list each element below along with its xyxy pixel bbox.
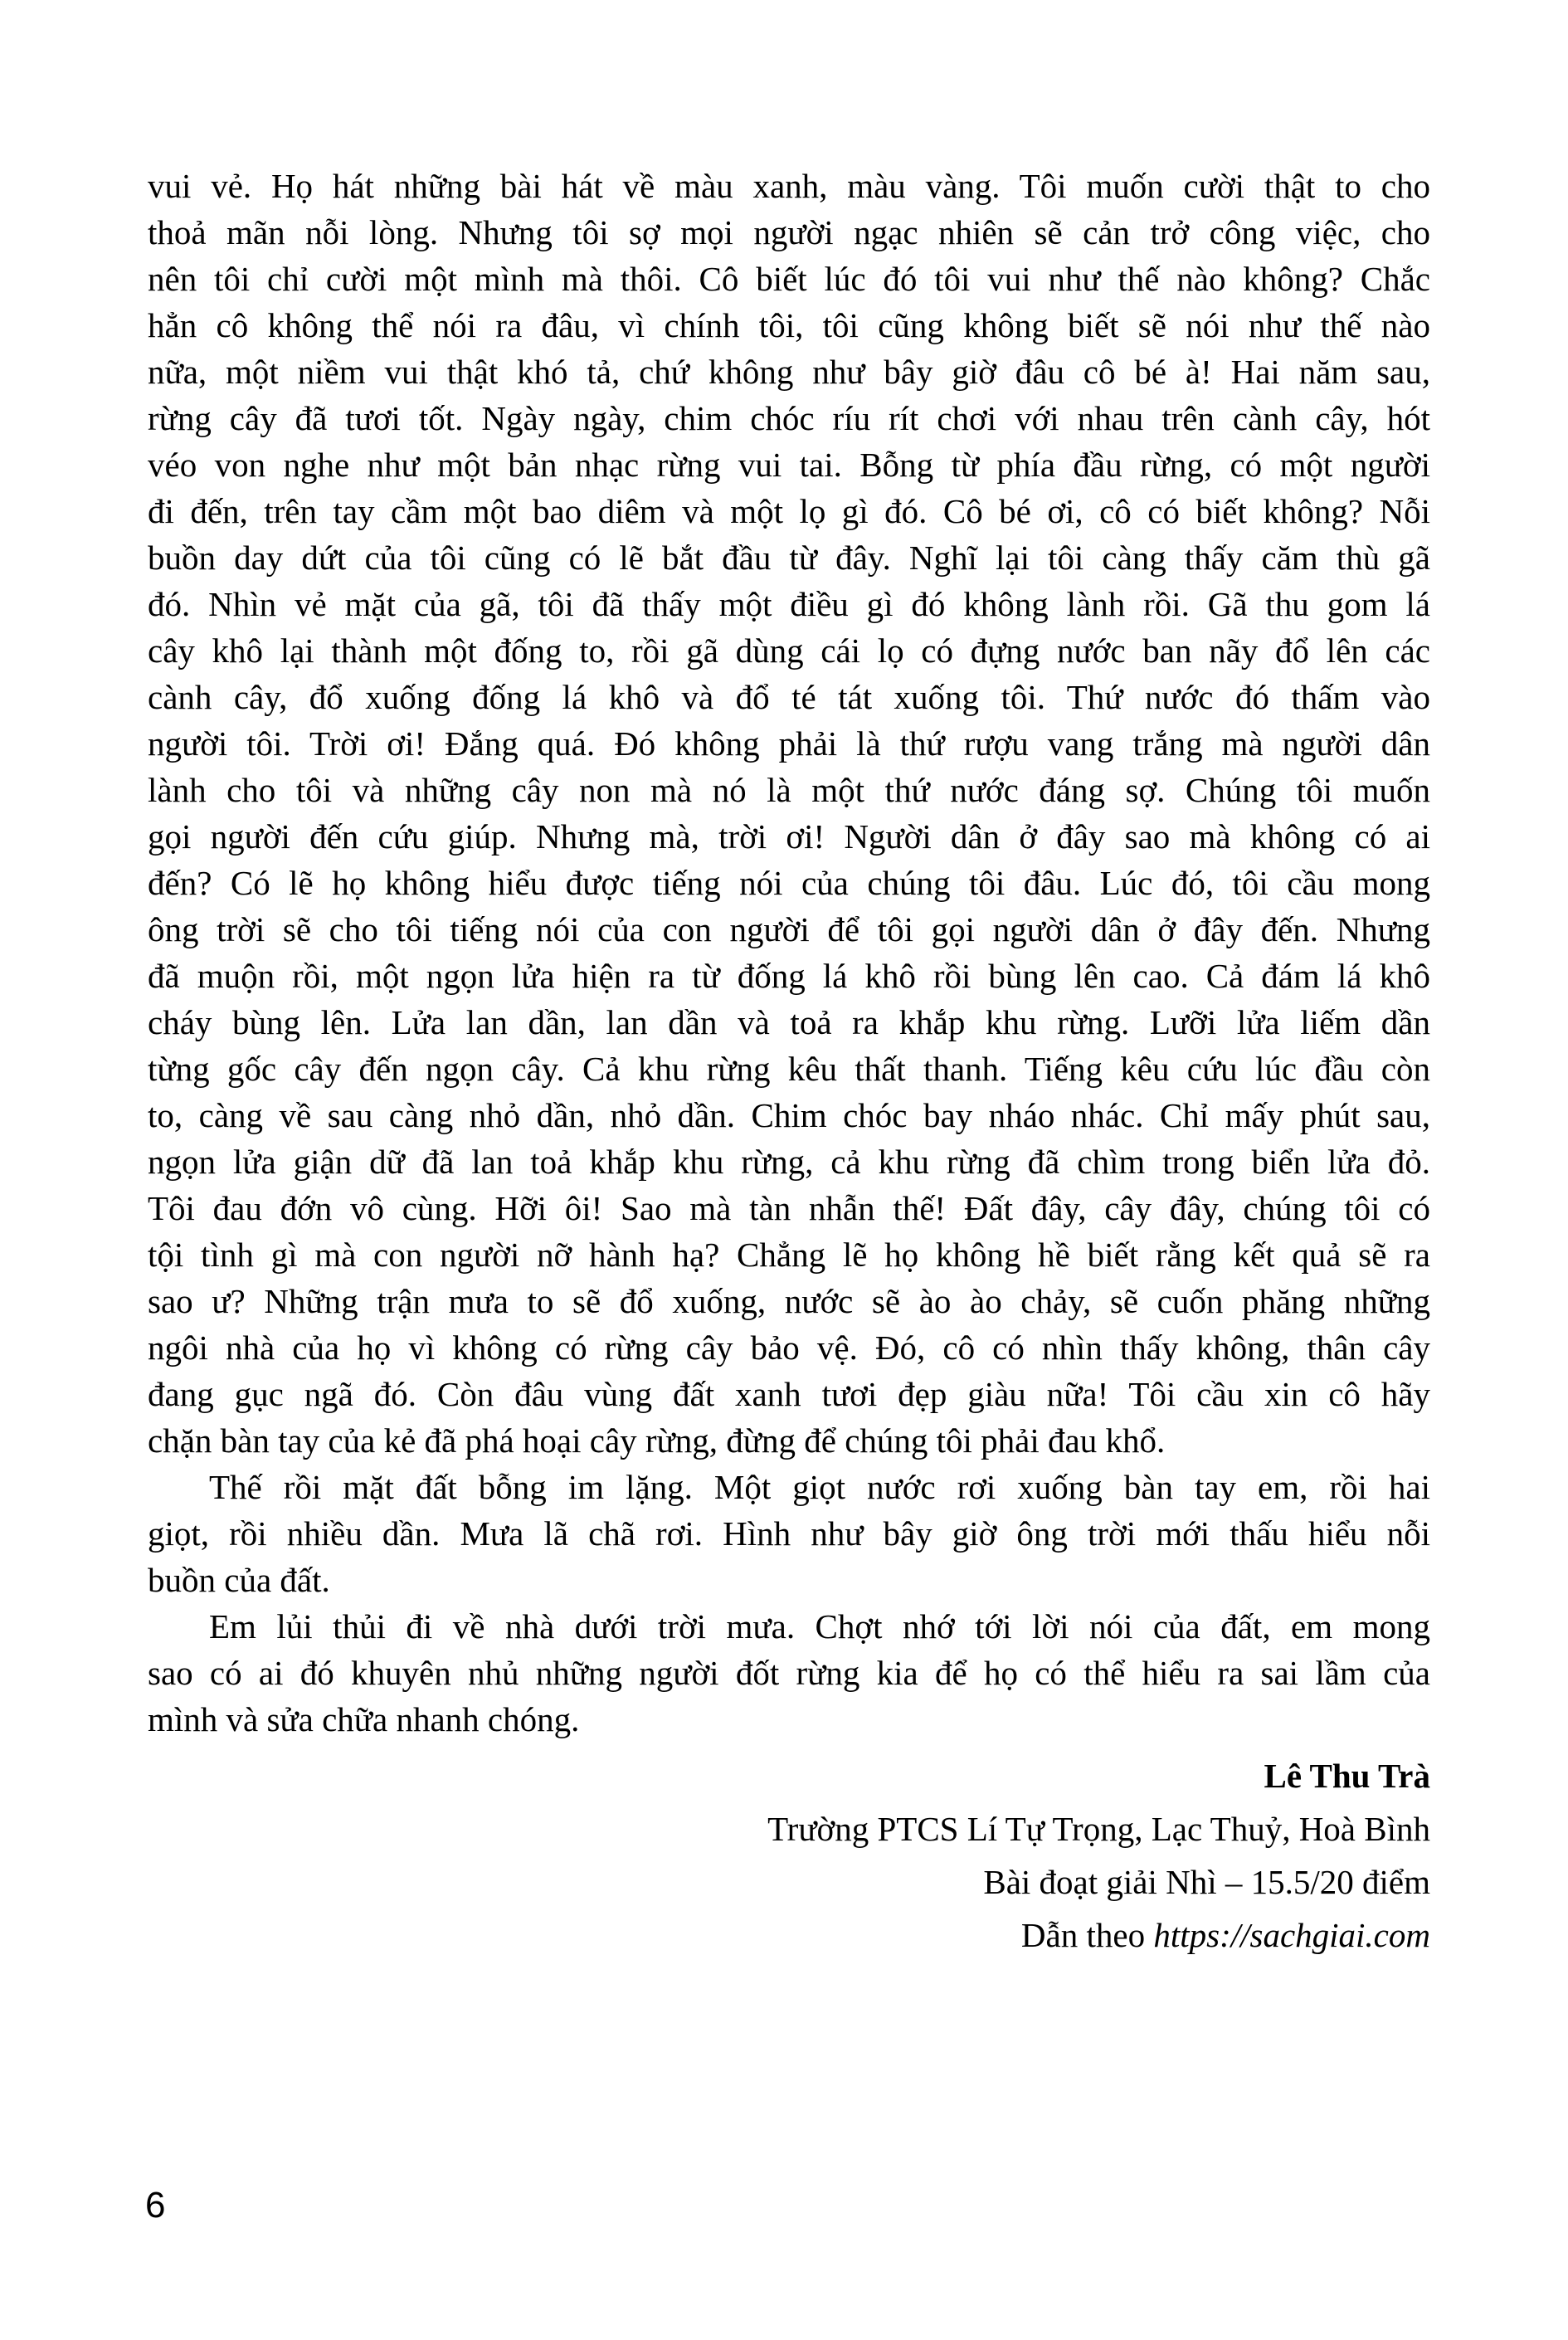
text-line: đang gục ngã đó. Còn đâu vùng đất xanh tươi đẹp giàu nữa! Tôi cầu xin cô hãy: [148, 1375, 1430, 1413]
text-line: cháy bùng lên. Lửa lan dần, lan dần và toả ra khắp khu rừng. Lưỡi lửa liếm dần: [148, 1003, 1430, 1041]
text-line: nên tôi chỉ cười một mình mà thôi. Cô biết lúc đó tôi vui như thế nào không? Chắc: [148, 260, 1430, 298]
text-line: đã muộn rồi, một ngọn lửa hiện ra từ đống lá khô rồi bùng lên cao. Cả đám lá khô: [148, 957, 1430, 995]
text-line: tội tình gì mà con người nỡ hành hạ? Chẳng lẽ họ không hề biết rằng kết quả sẽ ra: [148, 1236, 1430, 1274]
text-line: nữa, một niềm vui thật khó tả, chứ không như bây giờ đâu cô bé à! Hai năm sau,: [148, 353, 1430, 391]
source-note: [148, 1909, 1430, 1962]
text-line: mình và sửa chữa nhanh chóng.: [148, 1700, 580, 1738]
text-line: to, càng về sau càng nhỏ dần, nhỏ dần. Chim chóc bay nháo nhác. Chỉ mấy phút sau,: [148, 1096, 1430, 1134]
text-line: vui vẻ. Họ hát những bài hát về màu xanh, màu vàng. Tôi muốn cười thật to cho: [148, 167, 1430, 205]
text-line: chặn bàn tay của kẻ đã phá hoại cây rừng, đừng để chúng tôi phải đau khổ.: [148, 1421, 1166, 1460]
author-school: Trường PTCS Lí Tự Trọng, Lạc Thuỷ, Hoà Bình: [767, 1810, 1430, 1848]
text-line: hẳn cô không thể nói ra đâu, vì chính tôi, tôi cũng không biết sẽ nói như thế nào: [148, 306, 1430, 344]
text-line: ông trời sẽ cho tôi tiếng nói của con người để tôi gọi người dân ở đây đến. Nhưng: [148, 910, 1430, 948]
text-line: buồn của đất.: [148, 1561, 330, 1599]
source-url: https://sachgiai.com: [1153, 1916, 1430, 1954]
award-note: Bài đoạt giải Nhì – 15.5/20 điểm: [983, 1863, 1430, 1901]
text-line: giọt, rồi nhiều dần. Mưa lã chã rơi. Hình như bây giờ ông trời mới thấu hiểu nỗi: [148, 1514, 1430, 1553]
text-line: từng gốc cây đến ngọn cây. Cả khu rừng kêu thất thanh. Tiếng kêu cứu lúc đầu còn: [148, 1050, 1430, 1088]
text-line: ngôi nhà của họ vì không có rừng cây bảo vệ. Đó, cô có nhìn thấy không, thân cây: [148, 1328, 1430, 1367]
essay-body: [148, 163, 1430, 1962]
text-line: đi đến, trên tay cầm một bao diêm và một lọ gì đó. Cô bé ơi, cô có biết không? Nỗi: [148, 492, 1430, 530]
text-line: Em lủi thủi đi về nhà dưới trời mưa. Chợt nhớ tới lời nói của đất, em mong: [209, 1607, 1430, 1645]
text-line: Tôi đau đớn vô cùng. Hỡi ôi! Sao mà tàn nhẫn thế! Đất đây, cây đây, chúng tôi có: [148, 1189, 1430, 1227]
text-line: thoả mãn nỗi lòng. Nhưng tôi sợ mọi người ngạc nhiên sẽ cản trở công việc, cho: [148, 213, 1430, 251]
text-line: gọi người đến cứu giúp. Nhưng mà, trời ơi! Người dân ở đây sao mà không có ai: [148, 817, 1430, 856]
text-line: sao ư? Những trận mưa to sẽ đổ xuống, nước sẽ ào ào chảy, sẽ cuốn phăng những: [148, 1282, 1430, 1320]
source-prefix: Dẫn theo: [1020, 1916, 1154, 1954]
text-line: người tôi. Trời ơi! Đắng quá. Đó không phải là thứ rượu vang trắng mà người dân: [148, 724, 1430, 763]
page-number: 6: [145, 2185, 166, 2225]
text-line: buồn day dứt của tôi cũng có lẽ bắt đầu từ đây. Nghĩ lại tôi càng thấy căm thù gã: [148, 539, 1430, 577]
text-line: ngọn lửa giận dữ đã lan toả khắp khu rừng, cả khu rừng đã chìm trong biển lửa đỏ.: [148, 1143, 1430, 1181]
text-line: véo von nghe như một bản nhạc rừng vui tai. Bỗng từ phía đầu rừng, có một người: [148, 446, 1430, 484]
text-line: cây khô lại thành một đống to, rồi gã dùng cái lọ có đựng nước ban nãy đổ lên các: [148, 631, 1430, 670]
text-line: cành cây, đổ xuống đống lá khô và đổ té tát xuống tôi. Thứ nước đó thấm vào: [148, 678, 1430, 716]
text-line: đó. Nhìn vẻ mặt của gã, tôi đã thấy một điều gì đó không lành rồi. Gã thu gom lá: [148, 585, 1430, 623]
text-line: rừng cây đã tươi tốt. Ngày ngày, chim chóc ríu rít chơi với nhau trên cành cây, hót: [148, 399, 1430, 437]
text-line: sao có ai đó khuyên nhủ những người đốt rừng kia để họ có thể hiểu ra sai lầm của: [148, 1654, 1430, 1692]
text-line: đến? Có lẽ họ không hiểu được tiếng nói của chúng tôi đâu. Lúc đó, tôi cầu mong: [148, 864, 1430, 902]
author-name: Lê Thu Trà: [1264, 1757, 1430, 1795]
text-line: lành cho tôi và những cây non mà nó là một thứ nước đáng sợ. Chúng tôi muốn: [148, 771, 1430, 809]
signature-block: [148, 1749, 1430, 1962]
paragraphs-container: [148, 163, 1430, 1743]
text-line: Thế rồi mặt đất bỗng im lặng. Một giọt nước rơi xuống bàn tay em, rồi hai: [209, 1468, 1430, 1506]
